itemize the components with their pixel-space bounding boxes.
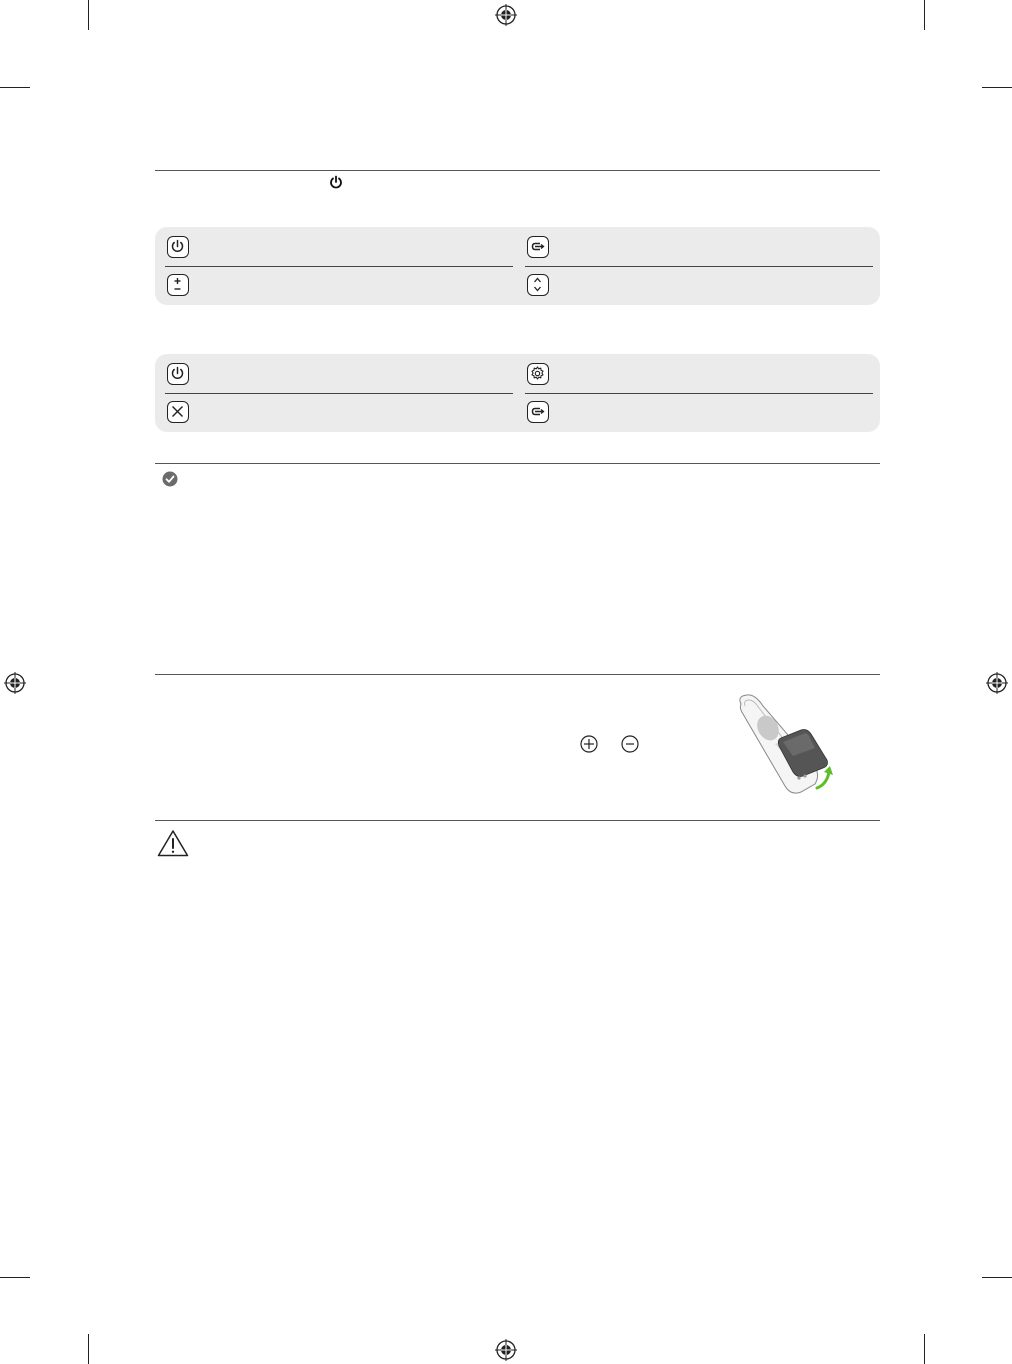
registration-mark-icon xyxy=(986,672,1008,694)
power-button-icon xyxy=(167,363,189,385)
section-divider xyxy=(155,170,880,171)
plus-circle-icon xyxy=(580,735,598,753)
power-icon xyxy=(329,175,343,189)
channel-up-down-icon xyxy=(527,274,549,296)
row-divider xyxy=(165,393,513,394)
crop-mark xyxy=(924,0,925,30)
volume-plus-minus-icon xyxy=(167,274,189,296)
crop-mark xyxy=(88,0,89,30)
registration-mark-icon xyxy=(495,1339,517,1361)
crop-mark xyxy=(982,1277,1012,1278)
section-divider xyxy=(155,463,880,464)
crop-mark xyxy=(924,1334,925,1364)
warning-triangle-icon xyxy=(157,829,189,857)
crop-mark xyxy=(0,87,30,88)
registration-mark-icon xyxy=(495,4,517,26)
input-source-icon xyxy=(527,401,549,423)
crop-mark xyxy=(982,87,1012,88)
minus-circle-icon xyxy=(621,735,639,753)
row-divider xyxy=(165,266,513,267)
row-divider xyxy=(525,266,873,267)
registration-mark-icon xyxy=(4,672,26,694)
crop-mark xyxy=(88,1334,89,1364)
close-x-icon xyxy=(167,401,189,423)
check-circle-icon xyxy=(162,471,178,487)
crop-mark xyxy=(0,1277,30,1278)
input-source-icon xyxy=(527,236,549,258)
row-divider xyxy=(525,393,873,394)
remote-battery-cover-illustration xyxy=(735,692,835,796)
button-function-panel xyxy=(155,227,880,305)
section-divider xyxy=(155,820,880,821)
power-button-icon xyxy=(167,236,189,258)
settings-gear-icon xyxy=(527,363,549,385)
button-function-panel xyxy=(155,354,880,432)
section-divider xyxy=(155,674,880,675)
